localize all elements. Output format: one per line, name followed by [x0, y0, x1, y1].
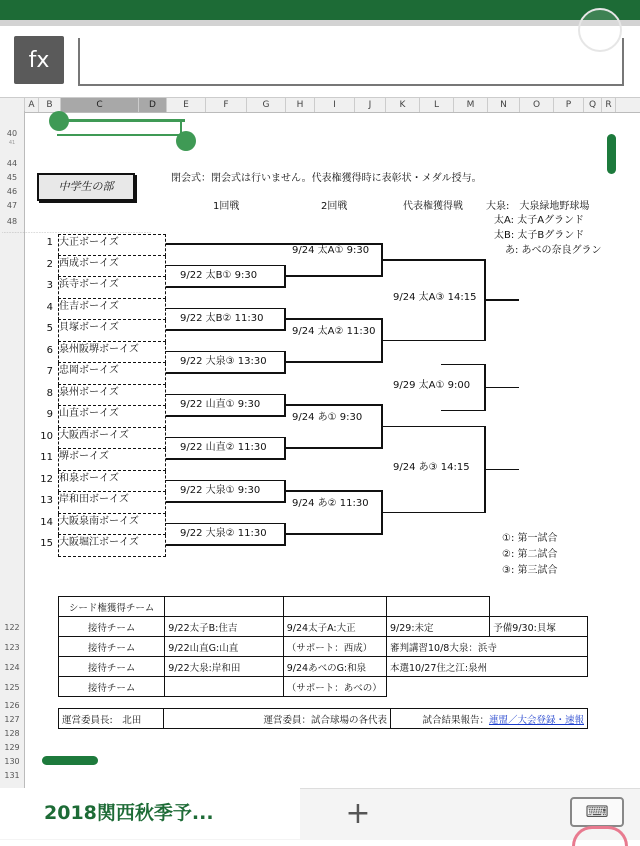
team-number: 8 — [46, 387, 53, 399]
info-cell[interactable] — [387, 677, 588, 697]
round1-game: 9/22 山直① 9:30 — [180, 398, 261, 410]
col-I[interactable]: I — [315, 98, 355, 112]
bracket-line — [166, 480, 284, 482]
info-cell[interactable]: 審判講習10/8大泉：浜寺 — [387, 637, 588, 657]
sheet-grid[interactable] — [25, 112, 625, 792]
legend-item: ③: 第三試合 — [502, 565, 558, 576]
bracket-line — [166, 329, 284, 331]
row-number[interactable]: 46 — [6, 187, 18, 196]
legend-item: ①: 第一試合 — [502, 533, 558, 544]
formula-bar-input[interactable] — [78, 38, 624, 86]
bracket-line — [166, 415, 284, 417]
host-label: 接待チーム — [59, 657, 165, 677]
row-number[interactable]: 41 — [8, 140, 16, 146]
info-cell[interactable] — [165, 677, 283, 697]
committee-table — [58, 708, 588, 729]
col-E[interactable]: E — [167, 98, 206, 112]
info-cell[interactable]: 本選10/27住之江:泉州 — [387, 657, 588, 677]
info-cell[interactable]: 9/22太子B:住吉 — [165, 617, 283, 637]
team-name[interactable]: 浜寺ボーイズ — [58, 277, 166, 299]
info-cell[interactable]: 9/29:未定 — [387, 617, 490, 637]
bracket-line — [166, 544, 284, 546]
row-number[interactable]: 127 — [4, 715, 20, 724]
keyboard-icon: ⌨ — [585, 802, 609, 821]
bracket-line — [381, 426, 484, 428]
info-cell[interactable]: 9/24太子A:大正 — [283, 617, 386, 637]
round1-game: 9/22 大泉③ 13:30 — [180, 355, 267, 367]
bracket-line — [484, 469, 519, 471]
row-number[interactable]: 129 — [4, 743, 20, 752]
bracket-line — [284, 533, 381, 535]
bracket-line — [441, 410, 484, 412]
team-name[interactable]: 住吉ボーイズ — [58, 299, 166, 321]
selection-handles[interactable] — [45, 112, 205, 152]
team-number: 4 — [46, 301, 53, 313]
round2-game: 9/24 あ② 11:30 — [292, 497, 369, 509]
round2-header: 2回戦 — [321, 201, 348, 212]
col-L[interactable]: L — [420, 98, 454, 112]
bracket-line — [484, 387, 519, 389]
column-header-bar — [0, 97, 640, 113]
info-cell[interactable] — [165, 597, 283, 617]
keyboard-button[interactable] — [570, 797, 624, 827]
info-cell[interactable]: 9/22山直G:山直 — [165, 637, 283, 657]
team-number: 5 — [46, 323, 53, 334]
round1-game: 9/22 大泉① 9:30 — [180, 484, 261, 496]
venue-legend: 太A: 太子Aグランド — [494, 215, 585, 226]
team-number: 12 — [40, 473, 53, 485]
team-name[interactable]: 大阪西ボーイズ — [58, 428, 166, 450]
info-cell[interactable]: （サポート：西成） — [283, 637, 386, 657]
row-number[interactable]: 128 — [4, 729, 20, 738]
team-number: 6 — [46, 344, 53, 356]
status-bar — [0, 0, 640, 20]
round1-game: 9/22 太B① 9:30 — [180, 269, 258, 281]
team-number: 1 — [46, 237, 53, 248]
round1-game: 9/22 太B② 11:30 — [180, 312, 264, 324]
bracket-line — [166, 308, 284, 310]
col-A[interactable]: A — [25, 98, 39, 112]
final-header: 代表権獲得戦 — [403, 201, 463, 212]
bracket-line — [441, 364, 484, 366]
col-B[interactable]: B — [39, 98, 61, 112]
row-number[interactable]: 48 — [6, 217, 18, 226]
col-Q[interactable]: Q — [584, 98, 602, 112]
bracket-line — [166, 394, 284, 396]
info-cell[interactable] — [283, 597, 386, 617]
team-name[interactable]: 泉州阪堺ボーイズ — [58, 342, 166, 364]
report-label: 試合結果報告： — [422, 714, 489, 726]
report-cell[interactable] — [391, 709, 588, 729]
bracket-line — [284, 490, 381, 492]
host-label: 接待チーム — [59, 617, 165, 637]
team-name[interactable]: 泉州ボーイズ — [58, 385, 166, 407]
bracket-line — [166, 265, 284, 267]
host-label: 接待チーム — [59, 677, 165, 697]
team-name[interactable]: 大阪堀江ボーイズ — [58, 535, 166, 557]
bracket-line — [166, 437, 284, 439]
team-number: 9 — [46, 409, 53, 420]
round1-header: 1回戦 — [213, 201, 240, 212]
team-name[interactable]: 山直ボーイズ — [58, 406, 166, 428]
team-name[interactable]: 大正ボーイズ — [58, 234, 166, 256]
row-number[interactable]: 124 — [4, 663, 20, 672]
final-game: 9/24 太A③ 14:15 — [393, 292, 477, 304]
row-number[interactable]: 47 — [6, 201, 18, 210]
seed-label: シード権獲得チーム — [59, 597, 165, 617]
bracket-line — [166, 286, 284, 288]
venue-legend: あ: あべの奈良グラン — [505, 245, 602, 256]
col-G[interactable]: G — [247, 98, 286, 112]
sheet-tab[interactable]: 2018関西秋季予... — [0, 788, 300, 839]
col-D[interactable]: D — [139, 98, 167, 112]
final-game: 9/29 太A① 9:00 — [393, 379, 471, 391]
division-label: 中学生の部 — [37, 173, 135, 201]
team-number: 14 — [40, 516, 53, 528]
bracket-line — [284, 404, 381, 406]
team-name[interactable]: 忠岡ボーイズ — [58, 363, 166, 385]
bracket-line — [166, 501, 284, 503]
horizontal-scrollbar[interactable] — [42, 756, 98, 765]
committee-cell[interactable]: 運営委員：試合球場の各代表 — [164, 709, 391, 729]
bracket-line — [381, 340, 484, 342]
team-number: 11 — [40, 452, 53, 463]
team-name[interactable]: 堺ボーイズ — [58, 449, 166, 471]
fx-button[interactable]: fx — [14, 36, 64, 84]
bracket-line — [284, 447, 381, 449]
bracket-line — [166, 523, 284, 525]
legend-item: ②: 第二試合 — [502, 549, 558, 560]
bracket-line — [284, 361, 381, 363]
col-O[interactable]: O — [520, 98, 554, 112]
row-number[interactable]: 131 — [4, 771, 20, 780]
add-sheet-button[interactable]: + — [345, 796, 371, 831]
info-cell[interactable] — [490, 597, 588, 617]
round2-game: 9/24 太A② 11:30 — [292, 325, 376, 337]
info-cell[interactable]: 9/24あべのG:和泉 — [283, 657, 386, 677]
col-N[interactable]: N — [488, 98, 520, 112]
team-number: 10 — [40, 430, 53, 442]
bracket-line — [284, 318, 381, 320]
row-number[interactable]: 40 — [6, 129, 18, 138]
row-number[interactable]: 130 — [4, 757, 20, 766]
row-number[interactable]: 126 — [4, 701, 20, 710]
row-number[interactable]: 123 — [4, 643, 20, 652]
closing-note: 閉会式：閉会式は行いません。代表権獲得時に表彰状・メダル授与。 — [171, 173, 482, 184]
col-F[interactable]: F — [206, 98, 247, 112]
floating-action-button[interactable] — [572, 826, 628, 846]
col-K[interactable]: K — [386, 98, 420, 112]
bracket-line — [381, 259, 484, 261]
round1-game: 9/22 大泉② 11:30 — [180, 527, 267, 539]
round1-game: 9/22 山直② 11:30 — [180, 441, 267, 453]
team-name[interactable]: 西成ボーイズ — [58, 256, 166, 278]
bracket-line — [166, 372, 284, 374]
venue-legend: 大泉: 大泉緑地野球場 — [486, 201, 590, 212]
info-cell[interactable]: （サポート：あべの） — [283, 677, 386, 697]
team-name[interactable]: 貝塚ボーイズ — [58, 320, 166, 342]
col-R[interactable]: R — [602, 98, 616, 112]
row-number[interactable]: 45 — [6, 173, 18, 182]
bracket-line — [284, 275, 381, 277]
toolbar-divider — [0, 20, 640, 26]
col-H[interactable]: H — [286, 98, 315, 112]
team-name[interactable]: 和泉ボーイズ — [58, 471, 166, 493]
col-C[interactable]: C — [61, 98, 139, 112]
team-number: 7 — [46, 366, 53, 377]
bracket-line — [166, 458, 284, 460]
bracket-line — [166, 351, 284, 353]
chair-cell[interactable]: 運営委員長: 北田 — [59, 709, 164, 729]
round2-game: 9/24 あ① 9:30 — [292, 411, 363, 423]
team-number: 15 — [40, 538, 53, 549]
final-game: 9/24 あ③ 14:15 — [393, 461, 470, 473]
bracket-line — [381, 512, 484, 514]
col-M[interactable]: M — [454, 98, 488, 112]
host-label: 接待チーム — [59, 637, 165, 657]
row-number-compressed[interactable]: ······························································································ — [2, 230, 152, 236]
team-name[interactable]: 岸和田ボーイズ — [58, 492, 166, 514]
row-number[interactable]: 44 — [6, 159, 18, 168]
round2-game: 9/24 太A① 9:30 — [292, 245, 370, 257]
col-P[interactable]: P — [554, 98, 584, 112]
vertical-scrollbar[interactable] — [607, 134, 616, 174]
team-number: 2 — [46, 258, 53, 270]
team-name[interactable]: 大阪泉南ボーイズ — [58, 514, 166, 536]
bracket-line — [484, 299, 519, 301]
info-cell[interactable]: 9/22大泉:岸和田 — [165, 657, 283, 677]
info-table — [58, 596, 588, 697]
venue-legend: 太B: 太子Bグランド — [494, 230, 585, 241]
col-J[interactable]: J — [355, 98, 386, 112]
team-number: 3 — [46, 280, 53, 291]
info-cell[interactable] — [387, 597, 490, 617]
row-number[interactable]: 125 — [4, 683, 20, 692]
team-number: 13 — [40, 495, 53, 506]
row-number[interactable]: 122 — [4, 623, 20, 632]
report-link[interactable]: 連盟／大会登録・速報 — [488, 714, 584, 726]
corner-cell[interactable] — [0, 98, 25, 112]
info-cell[interactable]: 予備9/30:貝塚 — [490, 617, 588, 637]
